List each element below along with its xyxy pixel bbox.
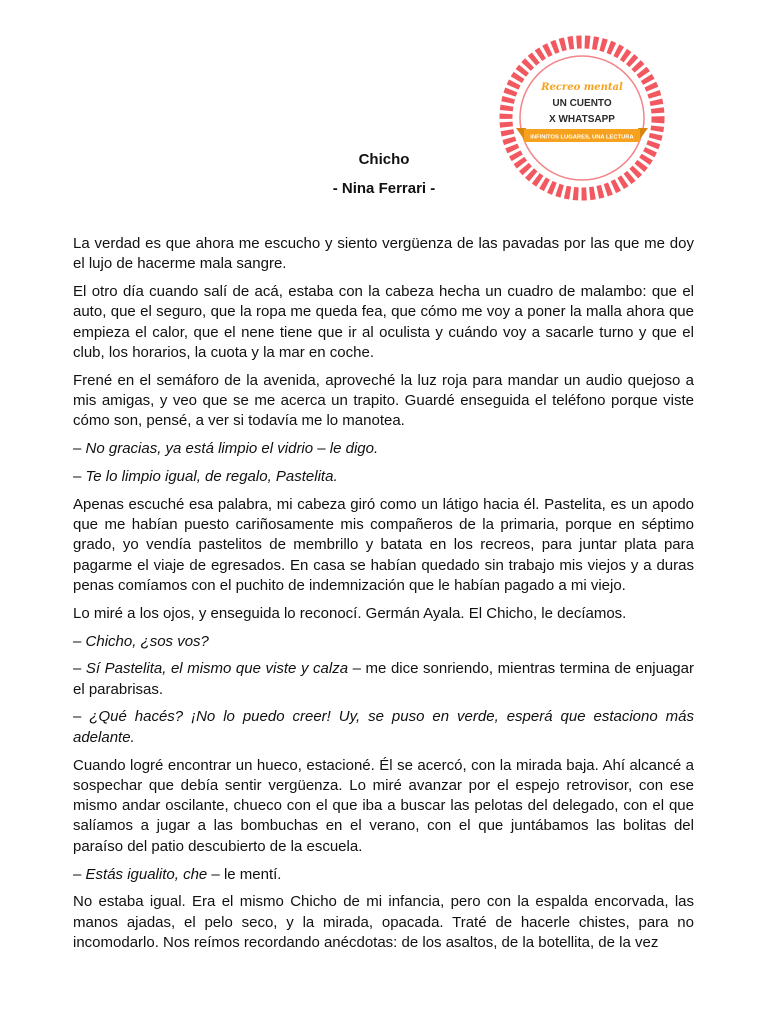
story-paragraph xyxy=(73,439,694,459)
story-paragraph xyxy=(73,604,694,624)
dialogue-text: Chicho, ¿sos vos? xyxy=(85,632,209,650)
paragraph-text: El otro día cuando salí de acá, estaba con la cabeza hecha un cuadro de malambo: que el auto, que el seguro, que la ropa me queda fea, que cómo me voy a poner la malla ahora que empieza el calor, que el nene tiene que ir al oculista y cuándo voy a sacarle turno y que el club, los horarios, la cuota y la mar en coche. xyxy=(73,283,694,361)
story-paragraph xyxy=(73,756,694,857)
dialogue-text: Estás igualito, che xyxy=(85,865,208,883)
story-paragraph xyxy=(73,467,694,487)
paragraph-text: – le mentí. xyxy=(207,865,282,883)
paragraph-text: – xyxy=(73,440,86,458)
story-paragraph xyxy=(73,234,694,275)
story-author: - Nina Ferrari - xyxy=(332,180,436,197)
story-body xyxy=(73,234,694,961)
paragraph-text: – xyxy=(73,708,90,726)
story-paragraph xyxy=(73,495,694,596)
paragraph-text: Frené en el semáforo de la avenida, aproveché la luz roja para mandar un audio quejoso a mis amigas, y veo que se me acerca un trapito. Guardé enseguida el teléfono porque viste cómo son, pensé, a ver si todavía me lo manotea. xyxy=(73,371,694,430)
logo-banner-text: INFINITOS LUGARES, UNA LECTURA xyxy=(530,134,634,141)
logo-line-2: X WHATSAPP xyxy=(549,114,615,125)
paragraph-text: – me dice sonriendo, mientras termina de enjuagar el parabrisas. xyxy=(73,660,694,698)
paragraph-text: Lo miré a los ojos, y enseguida lo reconocí. Germán Ayala. El Chicho, le decíamos. xyxy=(73,604,627,622)
paragraph-text: No estaba igual. Era el mismo Chicho de mi infancia, pero con la espalda encorvada, las manos ajadas, el pelo seco, y la mirada, opacada. Traté de hacerle chistes, para no incomodarlo. Nos reímos recordando anécdotas: de los asaltos, de la botellita, de la vez xyxy=(73,893,694,951)
dialogue-text: No gracias, ya está limpio el vidrio – le digo. xyxy=(85,440,379,458)
story-paragraph xyxy=(73,865,694,885)
paragraph-text: La verdad es que ahora me escucho y siento vergüenza de las pavadas por las que me doy el lujo de hacerme mala sangre. xyxy=(73,235,694,273)
story-paragraph xyxy=(73,632,694,652)
logo-script-label: Recreo mental xyxy=(541,82,623,93)
dialogue-text: Te lo limpio igual, de regalo, Pastelita. xyxy=(85,467,338,485)
paragraph-text: – xyxy=(73,660,86,678)
story-paragraph xyxy=(73,371,694,432)
story-paragraph xyxy=(73,659,694,700)
paragraph-text: – xyxy=(73,467,86,485)
story-title: Chicho xyxy=(358,151,410,168)
paragraph-text: Cuando logré encontrar un hueco, estacioné. Él se acercó, con la mirada baja. Ahí alcancé a sospechar que debía sentir vergüenza. Lo miré avanzar por el espejo retrovisor, con ese mismo andar oscilante, chueco con el que iba a buscar las pelotas del delegado, con el que salíamos a jugar a las bombuchas en el verano, con el que juntábamos las bolitas del paraíso del patio descubierto de la escuela. xyxy=(73,756,694,855)
logo-line-1: UN CUENTO xyxy=(552,98,612,109)
story-paragraph xyxy=(73,282,694,363)
story-paragraph xyxy=(73,892,694,953)
story-paragraph xyxy=(73,707,694,748)
dialogue-text: ¿Qué hacés? ¡No lo puedo creer! Uy, se puso en verde, esperá que estaciono más adelante. xyxy=(73,708,694,746)
paragraph-text: Apenas escuché esa palabra, mi cabeza giró como un látigo hacia él. Pastelita, es un apodo que me habían puesto cariñosamente mis compañeros de la primaria, porque en séptimo grado, yo vendía pastelitos de membrillo y batata en los recreos, para juntar plata para pagarme el viaje de egresados. En casa se habían quedado sin trabajo mis viejos y a duras penas comíamos con el puchito de indemnización que le habían pagado a mi viejo. xyxy=(73,495,694,594)
dialogue-text: Sí Pastelita, el mismo que viste y calza xyxy=(85,660,349,678)
paragraph-text: – xyxy=(73,865,86,883)
paragraph-text: – xyxy=(73,632,86,650)
